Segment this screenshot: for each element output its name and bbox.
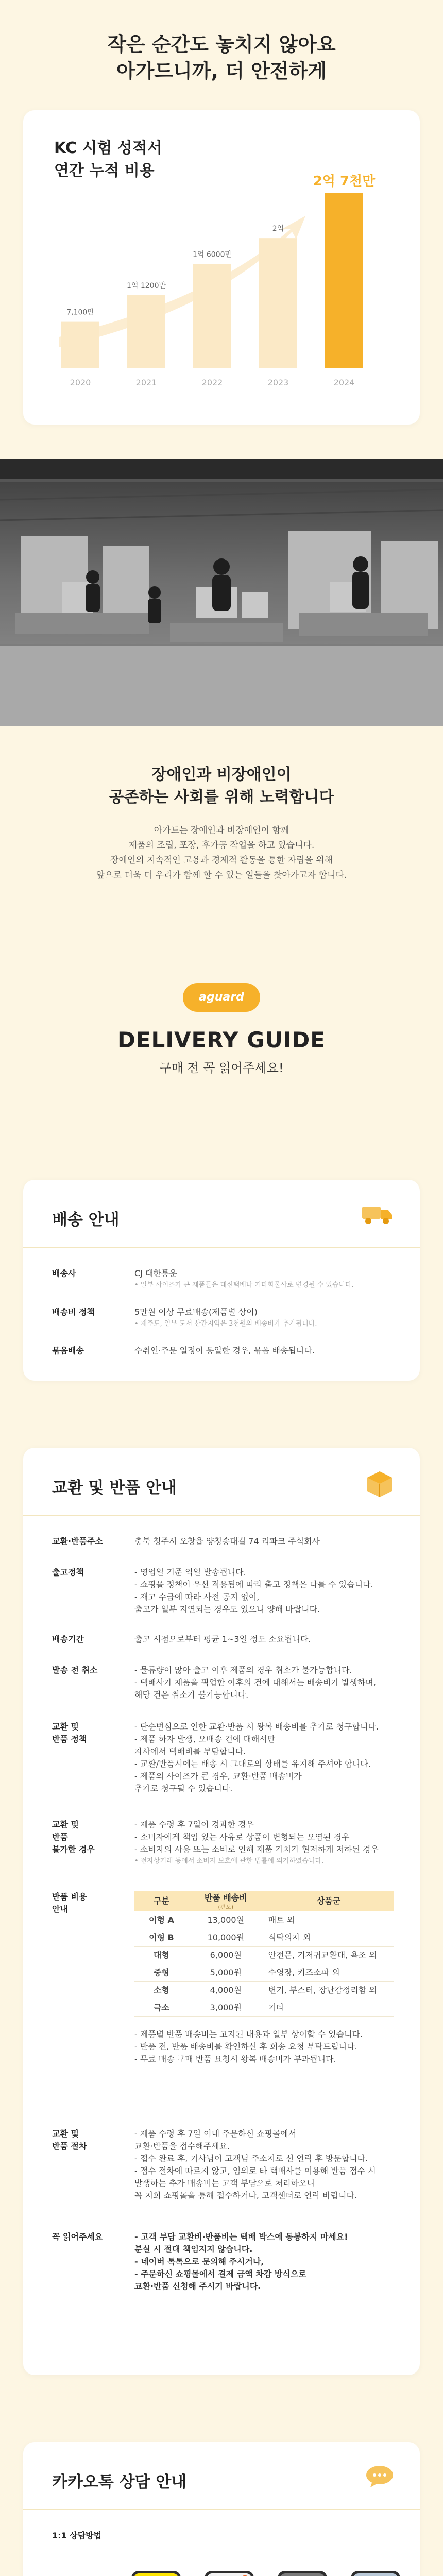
table-header-row — [134, 1891, 394, 1911]
return-policy-line: 추가로 청구될 수 있습니다. — [134, 1784, 233, 1793]
fee-table-body — [134, 1911, 394, 2016]
table-cell: 수영장, 키즈소파 외 — [263, 1964, 394, 1981]
row-label — [52, 2128, 134, 2153]
brand-badge: aguard — [183, 983, 260, 1012]
label-line: 반품 — [52, 1832, 68, 1842]
chart-title-line-1: KC 시험 성적서 — [54, 139, 162, 157]
label-line: 교환 및 — [52, 1820, 79, 1829]
x-tick-label: 2021 — [135, 378, 157, 387]
guide-title: DELIVERY GUIDE — [117, 1027, 326, 1053]
policy-line: 출고가 일부 지연되는 경우도 있으니 양해 바랍니다. — [134, 1604, 320, 1614]
row-note: • 제주도, 일부 도서 산간지역은 3천원의 배송비가 추가됩니다. — [134, 1320, 317, 1328]
row-value: 충북 청주시 오창읍 양청송대길 74 리파크 주식회사 — [134, 1536, 320, 1546]
label-line: 반품 비용 — [52, 1892, 87, 1902]
table-cell: 10,000원 — [189, 1929, 263, 1946]
table-cell: 4,000원 — [189, 1981, 263, 1999]
label-line: 안내 — [52, 1904, 68, 1914]
kc-chart-card — [23, 110, 420, 425]
label-line: 불가한 경우 — [52, 1844, 95, 1854]
row-label: 배송기간 — [52, 1634, 84, 1644]
table-cell: 6,000원 — [189, 1946, 263, 1964]
procedure-line: 꼭 지희 쇼핑몰을 통해 접수하거나, 고객센터로 연락 바랍니다. — [134, 2191, 357, 2200]
notice-line: - 네이버 톡톡으로 문의해 주시거나, — [134, 2257, 264, 2266]
procedure-line: 발생하는 추가 배송비는 고객 부담으로 처리하오니 — [134, 2178, 315, 2188]
step-phone-2 — [205, 2571, 254, 2576]
notice-line: - 고객 부담 교환비·반품비는 택배 박스에 동봉하지 마세요! — [134, 2232, 348, 2242]
row-value: CJ 대한통운 — [134, 1268, 177, 1278]
data-label: 7,100만 — [66, 308, 94, 317]
row-label — [52, 1721, 134, 1745]
policy-line: - 재고 수급에 따라 사전 공지 없이, — [134, 1592, 260, 1602]
row-value — [134, 1566, 394, 1616]
factory-photo — [0, 459, 443, 726]
bar-2023 — [259, 238, 297, 368]
delivery-guide-header — [0, 979, 443, 1159]
row-value — [134, 1819, 394, 1867]
no-return-line: - 소비자에게 책임 있는 사유로 상품이 변형되는 오염된 경우 — [134, 1832, 350, 1842]
x-tick-label: 2020 — [70, 378, 91, 387]
table-cell: 기타 — [263, 1999, 394, 2016]
label-line: 교환 및 — [52, 1722, 79, 1732]
table-row — [134, 1964, 394, 1981]
intro-line: 장애인의 지속적인 고용과 경제적 활동을 통한 자립을 위해 — [110, 855, 333, 866]
row-label: 출고정책 — [52, 1567, 84, 1577]
cancel-line: - 택배사가 제품을 픽업한 이후의 건에 대해서는 배송비가 발생하며, — [134, 1677, 376, 1687]
bar-2021 — [127, 295, 165, 368]
kc-section — [0, 0, 443, 459]
procedure-line: - 접수 완료 후, 기사님이 고객님 주소지로 선 연락 후 방문합니다. — [134, 2154, 368, 2163]
divider — [23, 1247, 420, 1248]
row-value — [134, 1891, 394, 2065]
table-cell: 이형 A — [134, 1911, 189, 1929]
return-fee-table — [134, 1891, 394, 2017]
kc-heading-1: 작은 순간도 놓치지 않아요 — [107, 33, 336, 56]
row-value — [134, 2128, 394, 2202]
returns-card — [23, 1448, 420, 2375]
label-line: 반품 절차 — [52, 2141, 87, 2151]
row-label: 묶음배송 — [52, 1346, 84, 1355]
return-policy-line: - 단순변심으로 인한 교환·반품 시 왕복 배송비를 추가로 청구합니다. — [134, 1722, 379, 1732]
shipping-card — [23, 1180, 420, 1381]
x-tick-label: 2023 — [267, 378, 289, 387]
table-cell: 13,000원 — [189, 1911, 263, 1929]
table-row — [134, 1929, 394, 1946]
intro-title-1: 장애인과 비장애인이 — [151, 766, 292, 784]
table-row — [134, 1999, 394, 2016]
cancel-line: - 물류량이 많아 출고 이후 제품의 경우 취소가 불가능합니다. — [134, 1665, 352, 1675]
row-value: 5만원 이상 무료배송(제품별 상이) — [134, 1307, 258, 1317]
kc-heading-2: 아가드니까, 더 안전하게 — [116, 60, 327, 82]
intro-title-2: 공존하는 사회를 위해 노력합니다 — [109, 788, 334, 806]
step-phone-1 — [131, 2571, 181, 2576]
factory-photo-image — [0, 459, 443, 726]
procedure-line: 교환·반품을 접수해주세요. — [134, 2141, 230, 2151]
step-phone-3 — [278, 2571, 327, 2576]
no-return-note: • 전자상거래 등에서 소비자 보호에 관한 법률에 의거하였습니다. — [134, 1857, 324, 1865]
intro-line: 제품의 조립, 포장, 후가공 작업을 하고 있습니다. — [128, 840, 315, 851]
bar-2024 — [325, 193, 363, 368]
kc-bar-chart — [23, 110, 420, 425]
column-header: 상품군 — [263, 1891, 394, 1911]
table-cell: 안전문, 기저귀교환대, 욕조 외 — [263, 1946, 394, 1964]
table-cell: 이형 B — [134, 1929, 189, 1946]
table-cell: 3,000원 — [189, 1999, 263, 2016]
table-cell: 5,000원 — [189, 1964, 263, 1981]
procedure-line: - 접수 절차에 따르지 않고, 임의로 타 택배사를 이용해 반품 접수 시 — [134, 2166, 376, 2176]
x-tick-label: 2024 — [333, 378, 355, 387]
cancel-line: 해당 건은 취소가 불가능합니다. — [134, 1690, 249, 1700]
table-cell: 식탁의자 외 — [263, 1929, 394, 1946]
intro-paragraph — [0, 823, 443, 883]
row-label: 교환·반품주소 — [52, 1536, 103, 1546]
table-cell: 매트 외 — [263, 1911, 394, 1929]
kakao-title: 카카오톡 상담 안내 — [52, 2473, 187, 2492]
label-line: 반품 정책 — [52, 1734, 87, 1744]
divider — [23, 2509, 420, 2510]
chat-bubble-icon — [365, 2464, 394, 2488]
column-header — [189, 1891, 263, 1911]
policy-line: - 쇼핑몰 정책이 우선 적용됨에 따라 출고 정책은 다를 수 있습니다. — [134, 1580, 373, 1589]
x-tick-label: 2022 — [201, 378, 223, 387]
column-header: 구분 — [134, 1891, 189, 1911]
notice-line: 교환·반품 신청해 주시기 바랍니다. — [134, 2281, 261, 2291]
kakao-steps — [131, 2571, 404, 2576]
row-label: 발송 전 취소 — [52, 1665, 98, 1675]
return-policy-line: - 교환/반품시에는 배송 시 그대로의 상태를 유지해 주셔야 합니다. — [134, 1759, 371, 1769]
intro-section — [0, 726, 443, 979]
truck-icon — [361, 1201, 394, 1226]
returns-title: 교환 및 반품 안내 — [52, 1479, 177, 1497]
box-icon — [365, 1469, 394, 1498]
table-cell: 대형 — [134, 1946, 189, 1964]
row-value — [134, 1664, 394, 1701]
return-policy-line: 자사에서 택배비를 부담합니다. — [134, 1747, 246, 1756]
no-return-line: - 제품 수령 후 7일이 경과한 경우 — [134, 1820, 254, 1829]
no-return-line: - 소비자의 사용 또는 소비로 인해 제품 가치가 현저하게 저하된 경우 — [134, 1844, 379, 1854]
kakao-card — [23, 2442, 420, 2576]
intro-line: 아가드는 장애인과 비장애인이 함께 — [154, 825, 289, 836]
row-label — [52, 1819, 134, 1856]
table-row — [134, 1911, 394, 1929]
guide-subtitle: 구매 전 꼭 읽어주세요! — [159, 1061, 284, 1075]
row-label: 꼭 읽어주세요 — [52, 2232, 103, 2242]
divider — [23, 1515, 420, 1516]
label-line: 교환 및 — [52, 2129, 79, 2139]
return-policy-line: - 제품 하자 발생, 오배송 건에 대해서만 — [134, 1734, 276, 1744]
data-label: 1억 6000만 — [192, 250, 232, 259]
table-cell: 변기, 부스터, 장난감정리함 외 — [263, 1981, 394, 1999]
notice-line: - 주문하신 쇼핑몰에서 결제 금액 차감 방식으로 — [134, 2269, 306, 2279]
data-label: 1억 1200만 — [126, 281, 166, 290]
intro-line: 앞으로 더욱 더 우리가 함께 할 수 있는 일들을 찾아가고자 합니다. — [96, 870, 347, 880]
row-label: 배송비 정책 — [52, 1307, 95, 1317]
row-value: 수취인·주문 일정이 동일한 경우, 묶음 배송됩니다. — [134, 1346, 315, 1355]
fee-notes — [134, 2028, 394, 2065]
table-cell: 소형 — [134, 1981, 189, 1999]
shipping-title: 배송 안내 — [52, 1211, 120, 1229]
row-note: • 일부 사이즈가 큰 제품들은 대신택배나 기타화물사로 변경될 수 있습니다. — [134, 1281, 354, 1289]
table-row — [134, 1946, 394, 1964]
column-header-label: 반품 배송비 — [204, 1893, 247, 1903]
column-header-sub: (편도) — [218, 1904, 234, 1910]
bar-2022 — [193, 264, 231, 368]
row-label: 1:1 상담방법 — [52, 2531, 102, 2540]
row-label — [52, 1891, 134, 1916]
policy-line: - 영업일 기준 익일 발송됩니다. — [134, 1567, 246, 1577]
table-cell: 극소 — [134, 1999, 189, 2016]
step-phone-4 — [351, 2571, 400, 2576]
table-row — [134, 1981, 394, 1999]
row-value — [134, 2231, 394, 2293]
table-cell: 중형 — [134, 1964, 189, 1981]
fee-note: - 무료 배송 구매 반품 요청시 왕복 배송비가 부과됩니다. — [134, 2054, 336, 2064]
row-label: 배송사 — [52, 1268, 76, 1278]
data-label: 2억 7천만 — [313, 174, 376, 189]
notice-line: 분실 시 절대 책임지지 않습니다. — [134, 2244, 253, 2254]
row-value: 출고 시점으로부터 평균 1~3일 정도 소요됩니다. — [134, 1634, 311, 1644]
fee-note: - 제품별 반품 배송비는 고지된 내용과 일부 상이할 수 있습니다. — [134, 2029, 363, 2039]
procedure-line: - 제품 수령 후 7일 이내 주문하신 쇼핑몰에서 — [134, 2129, 297, 2139]
data-label: 2억 — [272, 225, 284, 233]
fee-note: - 반품 전, 반품 배송비를 확인하신 후 회송 요청 부탁드립니다. — [134, 2041, 357, 2052]
return-policy-line: - 제품의 사이즈가 큰 경우, 교환·반품 배송비가 — [134, 1771, 302, 1781]
row-value — [134, 1721, 394, 1795]
chart-title-line-2: 연간 누적 비용 — [54, 162, 155, 180]
bar-2020 — [61, 322, 99, 368]
